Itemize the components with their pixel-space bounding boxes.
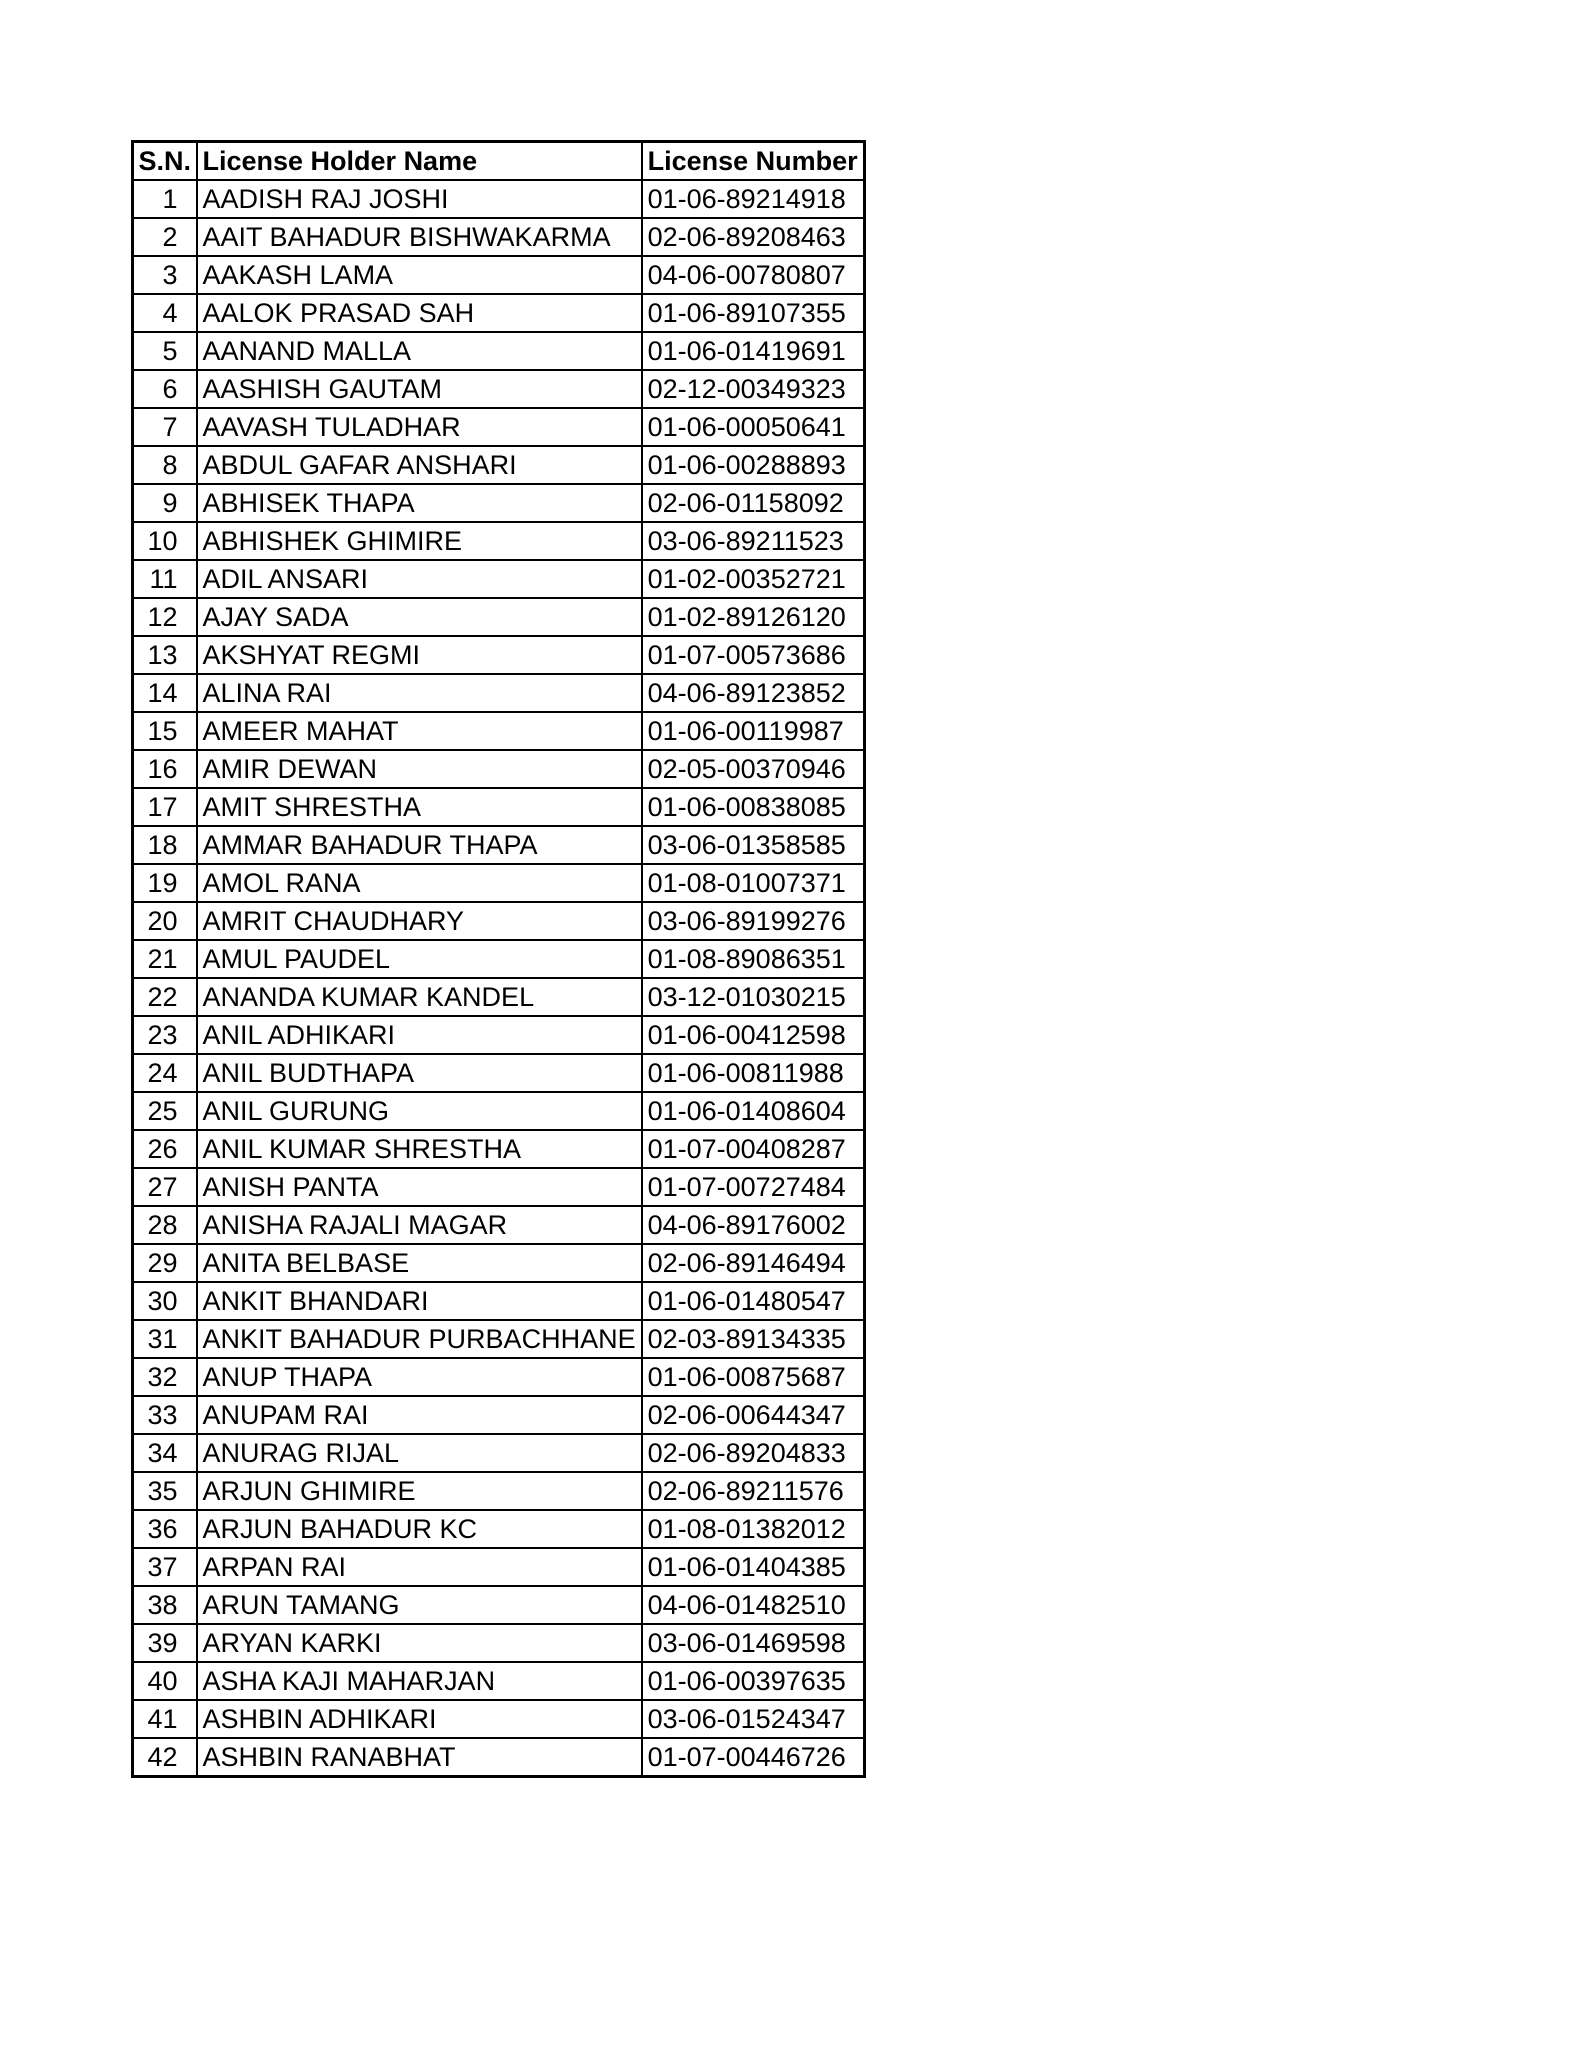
license-number-cell: 01-06-00119987: [642, 712, 865, 750]
table-row: [133, 218, 865, 256]
table-row: [133, 1434, 865, 1472]
license-holder-name-cell: AASHISH GAUTAM: [197, 370, 642, 408]
serial-number-cell: 21: [133, 940, 197, 978]
license-holder-name-cell: ANIL BUDTHAPA: [197, 1054, 642, 1092]
license-holder-name-cell: AMMAR BAHADUR THAPA: [197, 826, 642, 864]
license-holder-name-cell: ABDUL GAFAR ANSHARI: [197, 446, 642, 484]
table-row: [133, 1586, 865, 1624]
serial-number-cell: 37: [133, 1548, 197, 1586]
serial-number-cell: 2: [133, 218, 197, 256]
license-holder-name-cell: ABHISHEK GHIMIRE: [197, 522, 642, 560]
license-number-cell: 04-06-89123852: [642, 674, 865, 712]
license-number-cell: 01-07-00727484: [642, 1168, 865, 1206]
license-number-cell: 01-02-89126120: [642, 598, 865, 636]
serial-number-cell: 9: [133, 484, 197, 522]
license-number-cell: 02-12-00349323: [642, 370, 865, 408]
license-number-cell: 03-06-89199276: [642, 902, 865, 940]
table-row: [133, 1548, 865, 1586]
serial-number-cell: 32: [133, 1358, 197, 1396]
license-number-cell: 01-06-00397635: [642, 1662, 865, 1700]
license-holder-name-cell: ADIL ANSARI: [197, 560, 642, 598]
serial-number-cell: 12: [133, 598, 197, 636]
license-holder-table: [131, 140, 866, 1778]
serial-number-cell: 40: [133, 1662, 197, 1700]
serial-number-cell: 23: [133, 1016, 197, 1054]
table-row: [133, 1168, 865, 1206]
serial-number-cell: 22: [133, 978, 197, 1016]
license-holder-name-cell: AMEER MAHAT: [197, 712, 642, 750]
table-row: [133, 332, 865, 370]
serial-number-cell: 8: [133, 446, 197, 484]
license-holder-name-cell: ARUN TAMANG: [197, 1586, 642, 1624]
serial-number-cell: 3: [133, 256, 197, 294]
license-number-cell: 01-07-00408287: [642, 1130, 865, 1168]
serial-number-cell: 39: [133, 1624, 197, 1662]
table-row: [133, 1320, 865, 1358]
license-holder-name-cell: AANAND MALLA: [197, 332, 642, 370]
serial-number-cell: 36: [133, 1510, 197, 1548]
license-number-cell: 01-06-01408604: [642, 1092, 865, 1130]
license-number-cell: 03-06-01358585: [642, 826, 865, 864]
license-number-cell: 02-05-00370946: [642, 750, 865, 788]
license-number-cell: 02-06-89204833: [642, 1434, 865, 1472]
license-number-cell: 01-07-00573686: [642, 636, 865, 674]
serial-number-cell: 34: [133, 1434, 197, 1472]
table-row: [133, 636, 865, 674]
column-header-name: License Holder Name: [197, 142, 642, 181]
license-number-cell: 01-08-01007371: [642, 864, 865, 902]
serial-number-cell: 24: [133, 1054, 197, 1092]
table-row: [133, 1016, 865, 1054]
serial-number-cell: 17: [133, 788, 197, 826]
table-row: [133, 864, 865, 902]
serial-number-cell: 20: [133, 902, 197, 940]
license-number-cell: 01-08-01382012: [642, 1510, 865, 1548]
table-row: [133, 1472, 865, 1510]
table-row: [133, 1510, 865, 1548]
license-number-cell: 01-06-00838085: [642, 788, 865, 826]
license-number-cell: 01-06-01419691: [642, 332, 865, 370]
serial-number-cell: 10: [133, 522, 197, 560]
license-holder-name-cell: ABHISEK THAPA: [197, 484, 642, 522]
license-holder-name-cell: ASHBIN RANABHAT: [197, 1738, 642, 1777]
license-holder-name-cell: ANIL KUMAR SHRESTHA: [197, 1130, 642, 1168]
license-number-cell: 01-06-00412598: [642, 1016, 865, 1054]
license-number-cell: 03-06-89211523: [642, 522, 865, 560]
license-holder-name-cell: ANISH PANTA: [197, 1168, 642, 1206]
license-holder-name-cell: AAKASH LAMA: [197, 256, 642, 294]
license-number-cell: 02-06-00644347: [642, 1396, 865, 1434]
license-holder-name-cell: AMRIT CHAUDHARY: [197, 902, 642, 940]
table-header-row: [133, 142, 865, 181]
column-header-license-number: License Number: [642, 142, 865, 181]
license-holder-name-cell: AAIT BAHADUR BISHWAKARMA: [197, 218, 642, 256]
table-row: [133, 1662, 865, 1700]
license-number-cell: 03-06-01524347: [642, 1700, 865, 1738]
serial-number-cell: 16: [133, 750, 197, 788]
table-row: [133, 408, 865, 446]
serial-number-cell: 27: [133, 1168, 197, 1206]
license-number-cell: 02-06-89208463: [642, 218, 865, 256]
license-holder-name-cell: ANKIT BAHADUR PURBACHHANE: [197, 1320, 642, 1358]
serial-number-cell: 28: [133, 1206, 197, 1244]
serial-number-cell: 19: [133, 864, 197, 902]
license-number-cell: 01-06-00050641: [642, 408, 865, 446]
license-holder-name-cell: ANKIT BHANDARI: [197, 1282, 642, 1320]
table-row: [133, 1206, 865, 1244]
table-row: [133, 674, 865, 712]
serial-number-cell: 18: [133, 826, 197, 864]
license-number-cell: 01-07-00446726: [642, 1738, 865, 1777]
serial-number-cell: 11: [133, 560, 197, 598]
license-number-cell: 01-06-01480547: [642, 1282, 865, 1320]
license-number-cell: 02-06-89211576: [642, 1472, 865, 1510]
serial-number-cell: 41: [133, 1700, 197, 1738]
license-holder-name-cell: AAVASH TULADHAR: [197, 408, 642, 446]
license-holder-name-cell: AADISH RAJ JOSHI: [197, 180, 642, 218]
serial-number-cell: 7: [133, 408, 197, 446]
license-number-cell: 01-06-00288893: [642, 446, 865, 484]
table-row: [133, 750, 865, 788]
serial-number-cell: 38: [133, 1586, 197, 1624]
table-row: [133, 446, 865, 484]
license-number-cell: 01-06-01404385: [642, 1548, 865, 1586]
license-holder-name-cell: ANIL ADHIKARI: [197, 1016, 642, 1054]
table-row: [133, 294, 865, 332]
license-holder-name-cell: AMUL PAUDEL: [197, 940, 642, 978]
table-row: [133, 1282, 865, 1320]
serial-number-cell: 42: [133, 1738, 197, 1777]
serial-number-cell: 1: [133, 180, 197, 218]
table-row: [133, 1054, 865, 1092]
table-row: [133, 560, 865, 598]
license-number-cell: 01-02-00352721: [642, 560, 865, 598]
license-number-cell: 04-06-00780807: [642, 256, 865, 294]
serial-number-cell: 26: [133, 1130, 197, 1168]
table-row: [133, 788, 865, 826]
table-row: [133, 484, 865, 522]
table-row: [133, 522, 865, 560]
serial-number-cell: 29: [133, 1244, 197, 1282]
license-holder-name-cell: ANISHA RAJALI MAGAR: [197, 1206, 642, 1244]
license-holder-name-cell: ANIL GURUNG: [197, 1092, 642, 1130]
license-holder-name-cell: ASHBIN ADHIKARI: [197, 1700, 642, 1738]
serial-number-cell: 25: [133, 1092, 197, 1130]
serial-number-cell: 30: [133, 1282, 197, 1320]
license-number-cell: 04-06-89176002: [642, 1206, 865, 1244]
license-number-cell: 02-06-01158092: [642, 484, 865, 522]
table-row: [133, 940, 865, 978]
license-number-cell: 01-06-89107355: [642, 294, 865, 332]
serial-number-cell: 5: [133, 332, 197, 370]
table-row: [133, 1358, 865, 1396]
license-holder-name-cell: AKSHYAT REGMI: [197, 636, 642, 674]
table-row: [133, 598, 865, 636]
table-row: [133, 1700, 865, 1738]
serial-number-cell: 33: [133, 1396, 197, 1434]
table-row: [133, 370, 865, 408]
serial-number-cell: 14: [133, 674, 197, 712]
serial-number-cell: 13: [133, 636, 197, 674]
table-row: [133, 1396, 865, 1434]
license-holder-name-cell: ANANDA KUMAR KANDEL: [197, 978, 642, 1016]
table-row: [133, 826, 865, 864]
table-row: [133, 1092, 865, 1130]
license-holder-name-cell: AJAY SADA: [197, 598, 642, 636]
table-row: [133, 180, 865, 218]
license-holder-name-cell: AMIT SHRESTHA: [197, 788, 642, 826]
license-holder-name-cell: AALOK PRASAD SAH: [197, 294, 642, 332]
license-number-cell: 04-06-01482510: [642, 1586, 865, 1624]
license-number-cell: 01-06-00811988: [642, 1054, 865, 1092]
license-holder-name-cell: ARJUN BAHADUR KC: [197, 1510, 642, 1548]
serial-number-cell: 15: [133, 712, 197, 750]
license-holder-name-cell: ANURAG RIJAL: [197, 1434, 642, 1472]
license-holder-name-cell: ARJUN GHIMIRE: [197, 1472, 642, 1510]
license-holder-name-cell: AMOL RANA: [197, 864, 642, 902]
table-row: [133, 902, 865, 940]
table-row: [133, 1244, 865, 1282]
table-row: [133, 978, 865, 1016]
license-holder-name-cell: ANITA BELBASE: [197, 1244, 642, 1282]
license-holder-name-cell: ARYAN KARKI: [197, 1624, 642, 1662]
license-holder-name-cell: ARPAN RAI: [197, 1548, 642, 1586]
license-number-cell: 01-06-89214918: [642, 180, 865, 218]
table-row: [133, 1738, 865, 1777]
table-row: [133, 1130, 865, 1168]
table-row: [133, 1624, 865, 1662]
license-holder-name-cell: AMIR DEWAN: [197, 750, 642, 788]
license-holder-name-cell: ANUPAM RAI: [197, 1396, 642, 1434]
serial-number-cell: 31: [133, 1320, 197, 1358]
license-holder-name-cell: ALINA RAI: [197, 674, 642, 712]
license-number-cell: 03-06-01469598: [642, 1624, 865, 1662]
license-number-cell: 02-06-89146494: [642, 1244, 865, 1282]
license-number-cell: 01-08-89086351: [642, 940, 865, 978]
license-holder-name-cell: ASHA KAJI MAHARJAN: [197, 1662, 642, 1700]
table-body: [133, 180, 865, 1777]
serial-number-cell: 6: [133, 370, 197, 408]
license-number-cell: 01-06-00875687: [642, 1358, 865, 1396]
license-number-cell: 03-12-01030215: [642, 978, 865, 1016]
serial-number-cell: 4: [133, 294, 197, 332]
table-row: [133, 256, 865, 294]
license-holder-name-cell: ANUP THAPA: [197, 1358, 642, 1396]
column-header-sn: S.N.: [133, 142, 197, 181]
serial-number-cell: 35: [133, 1472, 197, 1510]
table-row: [133, 712, 865, 750]
license-number-cell: 02-03-89134335: [642, 1320, 865, 1358]
